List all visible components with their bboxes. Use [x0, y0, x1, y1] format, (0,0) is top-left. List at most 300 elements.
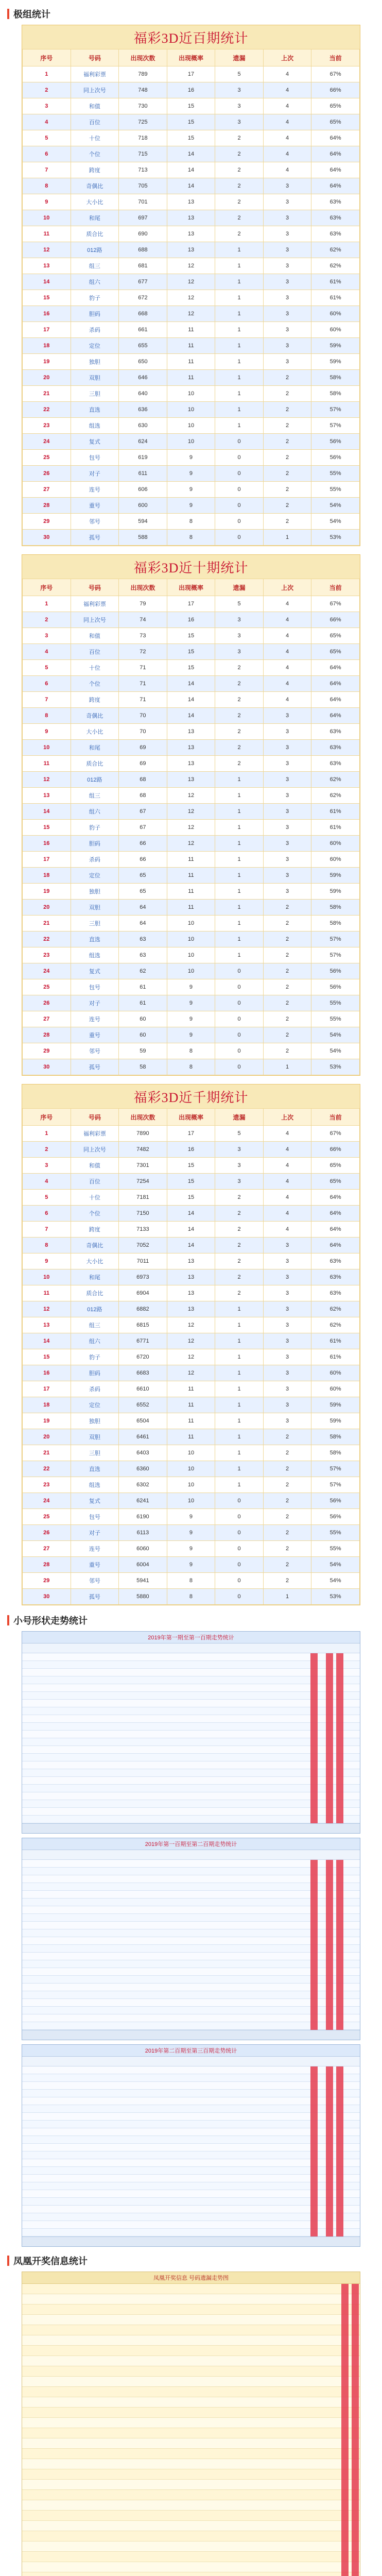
chart-grid-row [22, 1754, 360, 1761]
table-row [23, 708, 360, 724]
table-cell: 63% [311, 210, 360, 226]
table-cell: 4 [263, 644, 311, 660]
table-cell: 3 [263, 338, 311, 354]
chart-grid-row [22, 2128, 360, 2136]
chart-grid-row [22, 2144, 360, 2151]
table-cell: 13 [167, 740, 215, 756]
chart-grid-row [22, 2167, 360, 2175]
table-cell: 18 [23, 1397, 71, 1413]
table-cell: 12 [167, 274, 215, 290]
table-cell: 5 [23, 660, 71, 676]
chart-grid-row [22, 1999, 360, 2007]
table-cell: 1 [215, 354, 264, 370]
table-cell: 68 [119, 772, 167, 788]
table-cell: 24 [23, 1493, 71, 1509]
table-cell: 3 [23, 628, 71, 644]
chart-grid-row [22, 2438, 360, 2449]
table-cell: 681 [119, 258, 167, 274]
table-cell: 杀码 [71, 852, 119, 868]
table-cell: 22 [23, 1461, 71, 1477]
mini-trend-chart [22, 1631, 360, 1834]
chart-grid-row [22, 2022, 360, 2030]
table-cell: 3 [263, 852, 311, 868]
table-row [23, 274, 360, 290]
table-cell: 独胆 [71, 884, 119, 900]
table-cell: 619 [119, 450, 167, 466]
table-cell: 直选 [71, 931, 119, 947]
table-cell: 63% [311, 1269, 360, 1285]
chart-grid-row [22, 1914, 360, 1922]
chart-grid-row [22, 2500, 360, 2511]
table-cell: 8 [167, 1589, 215, 1605]
table-cell: 606 [119, 482, 167, 498]
table-cell: 6113 [119, 1525, 167, 1541]
table-cell: 12 [167, 1317, 215, 1333]
table-cell: 8 [23, 1238, 71, 1253]
table-cell: 和尾 [71, 740, 119, 756]
table-cell: 57% [311, 931, 360, 947]
table-cell: 3 [215, 644, 264, 660]
table-cell: 6973 [119, 1269, 167, 1285]
table-row [23, 900, 360, 916]
table-cell: 12 [167, 820, 215, 836]
table-cell: 13 [167, 1285, 215, 1301]
table-cell: 重号 [71, 1027, 119, 1043]
table-cell: 2 [23, 82, 71, 98]
table-cell: 624 [119, 434, 167, 450]
table-cell: 640 [119, 386, 167, 402]
table-cell: 55% [311, 1011, 360, 1027]
table-cell: 3 [263, 884, 311, 900]
table-cell: 1 [215, 772, 264, 788]
table-cell: 3 [23, 1158, 71, 1174]
table-cell: 5 [215, 1126, 264, 1142]
table-cell: 54% [311, 1557, 360, 1573]
table-cell: 57% [311, 1477, 360, 1493]
table-cell: 9 [167, 995, 215, 1011]
table-cell: 62% [311, 788, 360, 804]
table-cell: 1 [215, 258, 264, 274]
table-cell: 6 [23, 676, 71, 692]
table-cell: 27 [23, 1541, 71, 1557]
table-cell: 61% [311, 1333, 360, 1349]
table-cell: 组三 [71, 1317, 119, 1333]
table-cell: 54% [311, 514, 360, 530]
chart-grid-row [22, 1661, 360, 1669]
table-cell: 64 [119, 916, 167, 931]
table-cell: 2 [215, 1238, 264, 1253]
chart-grid-row [22, 2213, 360, 2221]
table-cell: 701 [119, 194, 167, 210]
table-cell: 2 [263, 482, 311, 498]
table-cell: 64% [311, 1222, 360, 1238]
table-cell: 53% [311, 1059, 360, 1075]
table-cell: 跨度 [71, 1222, 119, 1238]
chart-grid-row [22, 1715, 360, 1723]
rank-col-header: 号码 [71, 49, 119, 66]
table-cell: 672 [119, 290, 167, 306]
table-cell: 十位 [71, 660, 119, 676]
table-row [23, 290, 360, 306]
ranking-tables [0, 25, 382, 1605]
table-cell: 9 [167, 1011, 215, 1027]
table-cell: 10 [167, 1493, 215, 1509]
table-cell: 11 [167, 852, 215, 868]
table-row [23, 612, 360, 628]
table-cell: 重号 [71, 1557, 119, 1573]
table-cell: 1 [215, 1413, 264, 1429]
chart-grid-row [22, 2469, 360, 2480]
table-cell: 3 [215, 98, 264, 114]
table-cell: 14 [23, 804, 71, 820]
mini-chart-subheader [22, 1850, 360, 1860]
table-cell: 28 [23, 498, 71, 514]
mini-chart-footer [22, 1823, 360, 1833]
chart-grid-row [22, 2284, 360, 2294]
table-cell: 对子 [71, 1525, 119, 1541]
table-cell: 650 [119, 354, 167, 370]
table-row [23, 852, 360, 868]
table-cell: 8 [167, 514, 215, 530]
table-cell: 3 [215, 1174, 264, 1190]
table-cell: 60 [119, 1011, 167, 1027]
table-cell: 58% [311, 370, 360, 386]
table-cell: 2 [215, 676, 264, 692]
table-cell: 1 [215, 852, 264, 868]
table-cell: 13 [167, 1253, 215, 1269]
table-cell: 7301 [119, 1158, 167, 1174]
chart-grid-row [22, 2325, 360, 2335]
table-cell: 4 [263, 1142, 311, 1158]
table-cell: 9 [167, 1557, 215, 1573]
rank-col-header: 出现概率 [167, 579, 215, 596]
table-cell: 15 [23, 1349, 71, 1365]
table-cell: 61% [311, 274, 360, 290]
table-cell: 7011 [119, 1253, 167, 1269]
table-cell: 0 [215, 514, 264, 530]
table-cell: 10 [167, 947, 215, 963]
table-row [23, 1043, 360, 1059]
table-cell: 3 [263, 242, 311, 258]
chart-grid-row [22, 2428, 360, 2438]
table-cell: 0 [215, 482, 264, 498]
table-cell: 63 [119, 947, 167, 963]
table-cell: 2 [23, 612, 71, 628]
table-cell: 胆码 [71, 836, 119, 852]
table-cell: 22 [23, 402, 71, 418]
table-cell: 14 [167, 178, 215, 194]
table-cell: 10 [167, 963, 215, 979]
table-cell: 14 [167, 1238, 215, 1253]
table-row [23, 1011, 360, 1027]
table-cell: 58% [311, 916, 360, 931]
chart-grid-row [22, 1684, 360, 1692]
table-row [23, 1349, 360, 1365]
table-cell: 6403 [119, 1445, 167, 1461]
table-cell: 2 [263, 1429, 311, 1445]
table-cell: 15 [167, 1174, 215, 1190]
table-cell: 10 [167, 434, 215, 450]
table-row [23, 628, 360, 644]
table-row [23, 194, 360, 210]
table-cell: 15 [167, 1190, 215, 1206]
table-cell: 15 [167, 660, 215, 676]
table-cell: 组三 [71, 258, 119, 274]
chart-grid-row [22, 2190, 360, 2198]
table-cell: 奇偶比 [71, 178, 119, 194]
table-cell: 0 [215, 1027, 264, 1043]
table-cell: 11 [167, 370, 215, 386]
heading-accent-bar [7, 9, 9, 19]
table-cell: 65% [311, 644, 360, 660]
table-cell: 3 [263, 804, 311, 820]
table-cell: 15 [167, 644, 215, 660]
table-cell: 58% [311, 900, 360, 916]
chart-grid-row [22, 2007, 360, 2014]
table-cell: 12 [23, 242, 71, 258]
table-cell: 25 [23, 1509, 71, 1525]
table-cell: 60% [311, 306, 360, 322]
rank-col-header: 遗漏 [215, 49, 264, 66]
table-cell: 6882 [119, 1301, 167, 1317]
hit-column [326, 2066, 333, 2236]
chart-grid-row [22, 1800, 360, 1808]
table-cell: 2 [263, 1043, 311, 1059]
chart-grid-row [22, 2531, 360, 2541]
table-row [23, 1589, 360, 1605]
table-cell: 2 [215, 210, 264, 226]
table-cell: 12 [167, 290, 215, 306]
table-cell: 2 [215, 130, 264, 146]
chart-grid-row [22, 1891, 360, 1899]
table-cell: 14 [167, 676, 215, 692]
table-cell: 63% [311, 194, 360, 210]
table-cell: 2 [263, 1573, 311, 1589]
chart-grid-row [22, 2105, 360, 2113]
table-cell: 23 [23, 1477, 71, 1493]
table-cell: 2 [215, 146, 264, 162]
table-cell: 连号 [71, 1011, 119, 1027]
chart-grid-row [22, 1991, 360, 1999]
table-row [23, 482, 360, 498]
table-cell: 3 [263, 1349, 311, 1365]
table-cell: 4 [263, 1190, 311, 1206]
table-cell: 1 [215, 386, 264, 402]
table-cell: 2 [215, 740, 264, 756]
table-cell: 10 [167, 418, 215, 434]
rank-col-header: 当前 [311, 579, 360, 596]
table-row [23, 676, 360, 692]
table-cell: 3 [263, 740, 311, 756]
table-cell: 定位 [71, 1397, 119, 1413]
table-cell: 奇偶比 [71, 1238, 119, 1253]
table-cell: 29 [23, 1043, 71, 1059]
chart-grid-row [22, 1777, 360, 1785]
table-cell: 63% [311, 740, 360, 756]
table-row [23, 98, 360, 114]
chart-grid-row [22, 1860, 360, 1868]
table-cell: 3 [215, 114, 264, 130]
table-cell: 10 [167, 1461, 215, 1477]
table-cell: 57% [311, 418, 360, 434]
ranking-heading-text: 极组统计 [13, 9, 50, 20]
heading-accent-bar [7, 2256, 9, 2266]
table-cell: 个位 [71, 1206, 119, 1222]
table-cell: 0 [215, 1043, 264, 1059]
chart-grid-row [22, 2315, 360, 2325]
table-cell: 包号 [71, 450, 119, 466]
table-cell: 1 [215, 1477, 264, 1493]
table-cell: 12 [167, 836, 215, 852]
table-cell: 62% [311, 772, 360, 788]
table-cell: 11 [167, 900, 215, 916]
table-cell: 包号 [71, 1509, 119, 1525]
mini-chart-subheader [22, 1643, 360, 1653]
table-cell: 19 [23, 354, 71, 370]
table-cell: 3 [263, 1333, 311, 1349]
chart-grid-row [22, 1669, 360, 1676]
table-cell: 53% [311, 1589, 360, 1605]
rank-table-header [23, 579, 360, 596]
table-row [23, 884, 360, 900]
table-cell: 59% [311, 354, 360, 370]
table-cell: 19 [23, 884, 71, 900]
table-cell: 1 [215, 820, 264, 836]
table-cell: 3 [215, 1158, 264, 1174]
table-cell: 8 [167, 1043, 215, 1059]
chart-grid-row [22, 1984, 360, 1991]
table-row [23, 1253, 360, 1269]
table-cell: 8 [167, 1059, 215, 1075]
table-cell: 5941 [119, 1573, 167, 1589]
chart-grid-row [22, 2304, 360, 2315]
table-cell: 同上次号 [71, 612, 119, 628]
chart-grid-row [22, 2480, 360, 2490]
table-row [23, 756, 360, 772]
table-cell: 690 [119, 226, 167, 242]
table-cell: 1 [215, 370, 264, 386]
table-cell: 14 [167, 1206, 215, 1222]
table-cell: 56% [311, 963, 360, 979]
table-cell: 3 [263, 820, 311, 836]
table-cell: 54% [311, 1573, 360, 1589]
table-cell: 11 [167, 338, 215, 354]
table-cell: 6552 [119, 1397, 167, 1413]
rank-table-header [23, 1109, 360, 1126]
table-cell: 对子 [71, 466, 119, 482]
chart-grid-row [22, 1937, 360, 1945]
table-cell: 11 [23, 226, 71, 242]
table-cell: 60% [311, 1381, 360, 1397]
table-cell: 789 [119, 66, 167, 82]
mini-chart-footer [22, 2030, 360, 2040]
rank-col-header: 序号 [23, 1109, 71, 1126]
table-cell: 0 [215, 466, 264, 482]
table-cell: 2 [215, 1269, 264, 1285]
table-cell: 1 [215, 884, 264, 900]
table-cell: 7482 [119, 1142, 167, 1158]
chart-grid-row [22, 2387, 360, 2397]
table-cell: 61% [311, 820, 360, 836]
rank-col-header: 序号 [23, 49, 71, 66]
chart-grid-row [22, 1922, 360, 1929]
table-cell: 独胆 [71, 1413, 119, 1429]
table-cell: 6 [23, 1206, 71, 1222]
table-cell: 5 [23, 1190, 71, 1206]
table-row [23, 1333, 360, 1349]
table-row [23, 306, 360, 322]
chart-grid-row [22, 1875, 360, 1883]
table-row [23, 1285, 360, 1301]
table-cell: 9 [167, 450, 215, 466]
table-cell: 3 [263, 210, 311, 226]
chart-grid-row [22, 1929, 360, 1937]
table-cell: 8 [23, 178, 71, 194]
table-cell: 9 [23, 724, 71, 740]
table-cell: 71 [119, 660, 167, 676]
table-cell: 2 [215, 708, 264, 724]
table-row [23, 1238, 360, 1253]
table-cell: 1 [215, 338, 264, 354]
table-cell: 4 [23, 114, 71, 130]
table-cell: 3 [263, 708, 311, 724]
table-cell: 4 [263, 596, 311, 612]
table-cell: 十位 [71, 130, 119, 146]
mini-trend-chart [22, 2044, 360, 2247]
chart-grid-row [22, 2294, 360, 2304]
chart-grid-row [22, 1653, 360, 1661]
table-cell: 2 [263, 1477, 311, 1493]
chart-grid-row [22, 2198, 360, 2206]
table-cell: 25 [23, 979, 71, 995]
table-cell: 三胆 [71, 1445, 119, 1461]
rank-table [22, 579, 360, 1075]
table-cell: 3 [263, 1238, 311, 1253]
table-cell: 6461 [119, 1429, 167, 1445]
table-row [23, 1461, 360, 1477]
table-cell: 56% [311, 979, 360, 995]
table-cell: 三胆 [71, 916, 119, 931]
mini-chart-title: 2019年第二百期至第三百期走势统计 [22, 2045, 360, 2057]
table-cell: 62% [311, 242, 360, 258]
table-cell: 9 [23, 1253, 71, 1269]
chart-grid-row [22, 1960, 360, 1968]
table-cell: 4 [263, 146, 311, 162]
table-cell: 1 [215, 1429, 264, 1445]
table-cell: 连号 [71, 482, 119, 498]
table-cell: 10 [167, 931, 215, 947]
table-cell: 独胆 [71, 354, 119, 370]
table-row [23, 804, 360, 820]
table-cell: 688 [119, 242, 167, 258]
table-cell: 60% [311, 852, 360, 868]
table-cell: 复式 [71, 1493, 119, 1509]
table-cell: 0 [215, 1541, 264, 1557]
table-cell: 杀码 [71, 1381, 119, 1397]
table-cell: 18 [23, 868, 71, 884]
table-cell: 2 [263, 947, 311, 963]
table-cell: 64 [119, 900, 167, 916]
chart-grid-row [22, 1906, 360, 1914]
table-cell: 67% [311, 1126, 360, 1142]
table-cell: 14 [23, 274, 71, 290]
table-cell: 6302 [119, 1477, 167, 1493]
table-cell: 62 [119, 963, 167, 979]
table-row [23, 322, 360, 338]
table-cell: 13 [167, 724, 215, 740]
table-cell: 22 [23, 931, 71, 947]
table-cell: 1 [215, 931, 264, 947]
